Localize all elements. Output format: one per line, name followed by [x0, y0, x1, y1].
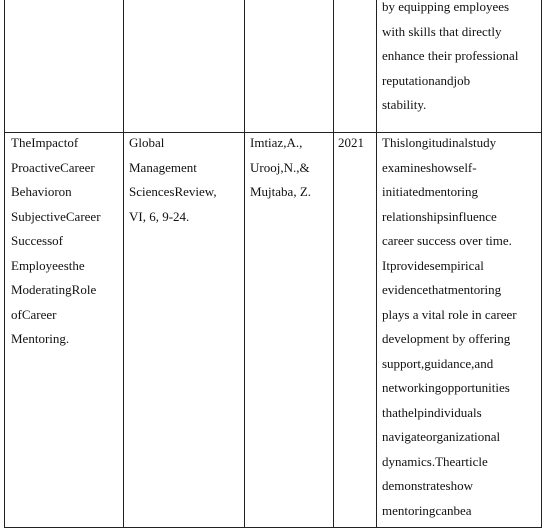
summary-line: stability.: [382, 97, 427, 112]
word: and: [434, 72, 454, 88]
title-line: [11, 180, 116, 205]
word: Subjective: [11, 208, 66, 224]
title-line: [11, 229, 116, 254]
summary-line: [382, 499, 534, 524]
word: organizational: [426, 429, 501, 444]
word: study: [467, 135, 497, 150]
summary-line: [382, 376, 534, 401]
summary-line: with skills that directly: [382, 23, 502, 39]
word: A.,: [286, 135, 303, 150]
word: This: [382, 135, 406, 150]
summary-line: [382, 180, 534, 205]
word: The: [11, 135, 32, 150]
word: Career: [60, 159, 95, 175]
summary-line: [382, 401, 534, 426]
word: navigate: [382, 429, 427, 444]
word: reputation: [382, 72, 435, 88]
word: It: [382, 257, 390, 273]
author-line: [250, 156, 328, 181]
table-cell-year: [338, 131, 372, 156]
word: Behavior: [11, 184, 59, 199]
summary-line: development by offering: [382, 331, 511, 346]
column-divider-3: [333, 0, 334, 528]
word: Career: [65, 208, 101, 224]
summary-line: enhance their professional: [382, 48, 519, 63]
word: longitudinal: [405, 135, 468, 150]
word: mentoring: [382, 502, 436, 518]
summary-line: [382, 474, 534, 499]
title-line: [11, 278, 116, 303]
word: demonstrates: [382, 478, 451, 493]
title-line: [11, 303, 116, 328]
word: Urooj,: [250, 159, 284, 175]
word: be: [453, 502, 466, 518]
word: on: [58, 184, 72, 199]
table-cell-authors: [250, 131, 328, 205]
journal-line: [129, 180, 239, 205]
word: Proactive: [11, 159, 61, 175]
word: empirical: [434, 257, 484, 273]
column-divider-4: [376, 0, 377, 528]
table-border-bottom: [4, 527, 542, 528]
summary-line: [382, 69, 534, 94]
word: job: [453, 72, 471, 88]
table-cell-title: [11, 131, 116, 352]
word: of: [11, 306, 22, 322]
word: Role: [71, 282, 97, 297]
summary-line: by equipping employees: [382, 0, 510, 14]
title-line: [11, 131, 116, 156]
summary-line: plays a vital role in career: [382, 306, 517, 322]
table-border-right: [541, 0, 542, 528]
word: a: [465, 502, 472, 518]
summary-line: [382, 205, 534, 230]
word: Impact: [31, 135, 68, 150]
word: Imtiaz,: [250, 135, 287, 150]
journal-line: Global: [129, 135, 165, 150]
word: The: [435, 453, 456, 469]
journal-line: Management: [129, 159, 197, 175]
table-cell-summary-continued: [382, 0, 534, 118]
word: Employees: [11, 257, 69, 273]
word: can: [435, 502, 454, 518]
word: of: [52, 233, 64, 248]
word: guidance,: [424, 355, 475, 371]
column-divider-2: [244, 0, 245, 528]
title-line: [11, 205, 116, 230]
word: &: [299, 159, 310, 175]
word: evidence: [382, 282, 429, 297]
word: help: [401, 404, 424, 420]
word: Success: [11, 233, 53, 248]
word: N.,: [283, 159, 300, 175]
summary-line: [382, 278, 534, 303]
word: that: [428, 282, 448, 297]
word: opportunities: [441, 380, 510, 395]
summary-line: [382, 254, 534, 279]
journal-line: VI, 6, 9-24.: [129, 208, 190, 224]
word: the: [68, 257, 85, 273]
word: of: [67, 135, 79, 150]
word: how: [450, 478, 473, 493]
year-text: 2021: [338, 135, 364, 150]
summary-line: [382, 425, 534, 450]
title-line: [11, 254, 116, 279]
word: Moderating: [11, 282, 72, 297]
word: initiated: [382, 184, 425, 199]
author-line: Mujtaba, Z.: [250, 184, 312, 199]
title-line: [11, 156, 116, 181]
word: provides: [389, 257, 435, 273]
summary-line: [382, 352, 534, 377]
word: influence: [448, 208, 497, 224]
word: how: [431, 159, 454, 175]
word: dynamics.: [382, 453, 436, 469]
word: mentoring: [447, 282, 502, 297]
word: mentoring: [424, 184, 479, 199]
summary-line: [382, 131, 534, 156]
author-line: [250, 131, 328, 156]
word: Sciences: [129, 184, 175, 199]
summary-line: [382, 450, 534, 475]
word: networking: [382, 380, 442, 395]
summary-line: career success over time.: [382, 233, 512, 248]
word: and: [474, 355, 494, 371]
word: individuals: [423, 404, 482, 420]
word: Review,: [174, 184, 217, 199]
summary-line: [382, 156, 534, 181]
word: examines: [382, 159, 432, 175]
table-cell-journal: [129, 131, 239, 229]
word: that: [382, 404, 402, 420]
word: relationships: [382, 208, 449, 224]
word: article: [455, 453, 488, 469]
word: support,: [382, 355, 425, 371]
word: Career: [21, 306, 57, 322]
word: self-: [453, 159, 477, 175]
table-border-left: [4, 0, 5, 528]
title-line: Mentoring.: [11, 331, 70, 346]
column-divider-1: [123, 0, 124, 528]
table-cell-summary: [382, 131, 534, 523]
